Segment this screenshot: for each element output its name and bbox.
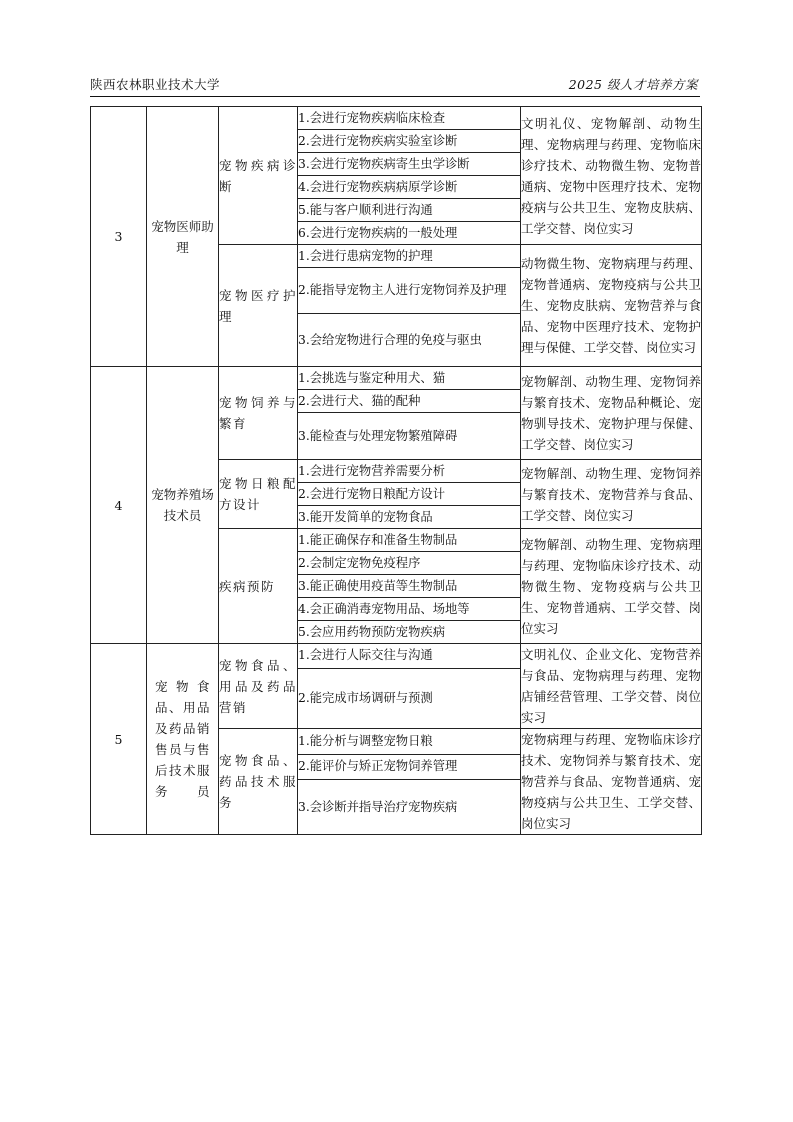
ability-item: 4.会正确消毒宠物用品、场地等 (298, 598, 521, 621)
ability-item: 3.能正确使用疫苗等生物制品 (298, 575, 521, 598)
course-list: 动物微生物、宠物病理与药理、宠物普通病、宠物疫病与公共卫生、宠物皮肤病、宠物营养与食品、宠物中医理疗技术、宠物护理与保健、工学交替、岗位实习 (521, 245, 702, 367)
ability-item: 1.会进行宠物营养需要分析 (298, 460, 521, 483)
ability-item: 5.会应用药物预防宠物疾病 (298, 621, 521, 644)
course-list: 宠物病理与药理、宠物临床诊疗技术、宠物饲养与繁育技术、宠物营养与食品、宠物普通病、宠物疫病与公共卫生、工学交替、岗位实习 (521, 729, 702, 835)
ability-item: 2.能完成市场调研与预测 (298, 668, 521, 728)
job-title: 宠物养殖场技术员 (147, 367, 219, 644)
ability-item: 1.会进行患病宠物的护理 (298, 245, 521, 268)
work-field: 宠物日粮配方设计 (219, 460, 298, 529)
ability-item: 2.会进行犬、猫的配种 (298, 390, 521, 413)
work-field: 宠物饲养与繁育 (219, 367, 298, 460)
course-list: 文明礼仪、宠物解剖、动物生理、宠物病理与药理、宠物临床诊疗技术、动物微生物、宠物普通病、宠物中医理疗技术、宠物疫病与公共卫生、宠物皮肤病、工学交替、岗位实习 (521, 107, 702, 245)
work-field: 宠物医疗护理 (219, 245, 298, 367)
table-row (91, 367, 702, 390)
page-header (90, 76, 700, 94)
ability-item: 5.能与客户顺利进行沟通 (298, 199, 521, 222)
ability-item: 1.能正确保存和准备生物制品 (298, 529, 521, 552)
course-list: 宠物解剖、动物生理、宠物饲养与繁育技术、宠物营养与食品、工学交替、岗位实习 (521, 460, 702, 529)
ability-item: 4.会进行宠物疾病病原学诊断 (298, 176, 521, 199)
work-field: 宠物疾病诊断 (219, 107, 298, 245)
ability-item: 3.能检查与处理宠物繁殖障碍 (298, 413, 521, 460)
course-list: 宠物解剖、动物生理、宠物病理与药理、宠物临床诊疗技术、动物微生物、宠物疫病与公共卫生、宠物普通病、工学交替、岗位实习 (521, 529, 702, 644)
table-row (91, 107, 702, 130)
ability-item: 1.能分析与调整宠物日粮 (298, 729, 521, 755)
header-divider (90, 96, 700, 97)
course-list: 文明礼仪、企业文化、宠物营养与食品、宠物病理与药理、宠物店铺经营管理、工学交替、岗位实习 (521, 644, 702, 729)
work-field: 宠物食品、用品及药品营销 (219, 644, 298, 729)
table-row (91, 644, 702, 669)
university-name: 陕西农林职业技术大学 (90, 77, 221, 92)
ability-item: 3.会诊断并指导治疗宠物疾病 (298, 780, 521, 835)
job-title: 宠物食品、用品及药品销售员与售后技术服务员 (147, 644, 219, 835)
ability-item: 3.会进行宠物疾病寄生虫学诊断 (298, 153, 521, 176)
ability-item: 2.会进行宠物日粮配方设计 (298, 483, 521, 506)
job-ability-table (90, 106, 702, 835)
document-title: 2025 级人才培养方案 (568, 77, 698, 92)
work-field: 疾病预防 (219, 529, 298, 644)
ability-item: 2.能指导宠物主人进行宠物饲养及护理 (298, 268, 521, 314)
job-title: 宠物医师助理 (147, 107, 219, 367)
row-number: 3 (91, 107, 147, 367)
ability-item: 3.会给宠物进行合理的免疫与驱虫 (298, 314, 521, 367)
work-field: 宠物食品、药品技术服务 (219, 729, 298, 835)
row-number: 4 (91, 367, 147, 644)
course-list: 宠物解剖、动物生理、宠物饲养与繁育技术、宠物品种概论、宠物驯导技术、宠物护理与保健、工学交替、岗位实习 (521, 367, 702, 460)
ability-item: 1.会进行人际交往与沟通 (298, 644, 521, 669)
ability-item: 2.会进行宠物疾病实验室诊断 (298, 130, 521, 153)
row-number: 5 (91, 644, 147, 835)
ability-item: 2.能评价与矫正宠物饲养管理 (298, 754, 521, 780)
ability-item: 1.会挑选与鉴定种用犬、猫 (298, 367, 521, 390)
ability-item: 6.会进行宠物疾病的一般处理 (298, 222, 521, 245)
ability-item: 1.会进行宠物疾病临床检查 (298, 107, 521, 130)
ability-item: 2.会制定宠物免疫程序 (298, 552, 521, 575)
ability-item: 3.能开发简单的宠物食品 (298, 506, 521, 529)
